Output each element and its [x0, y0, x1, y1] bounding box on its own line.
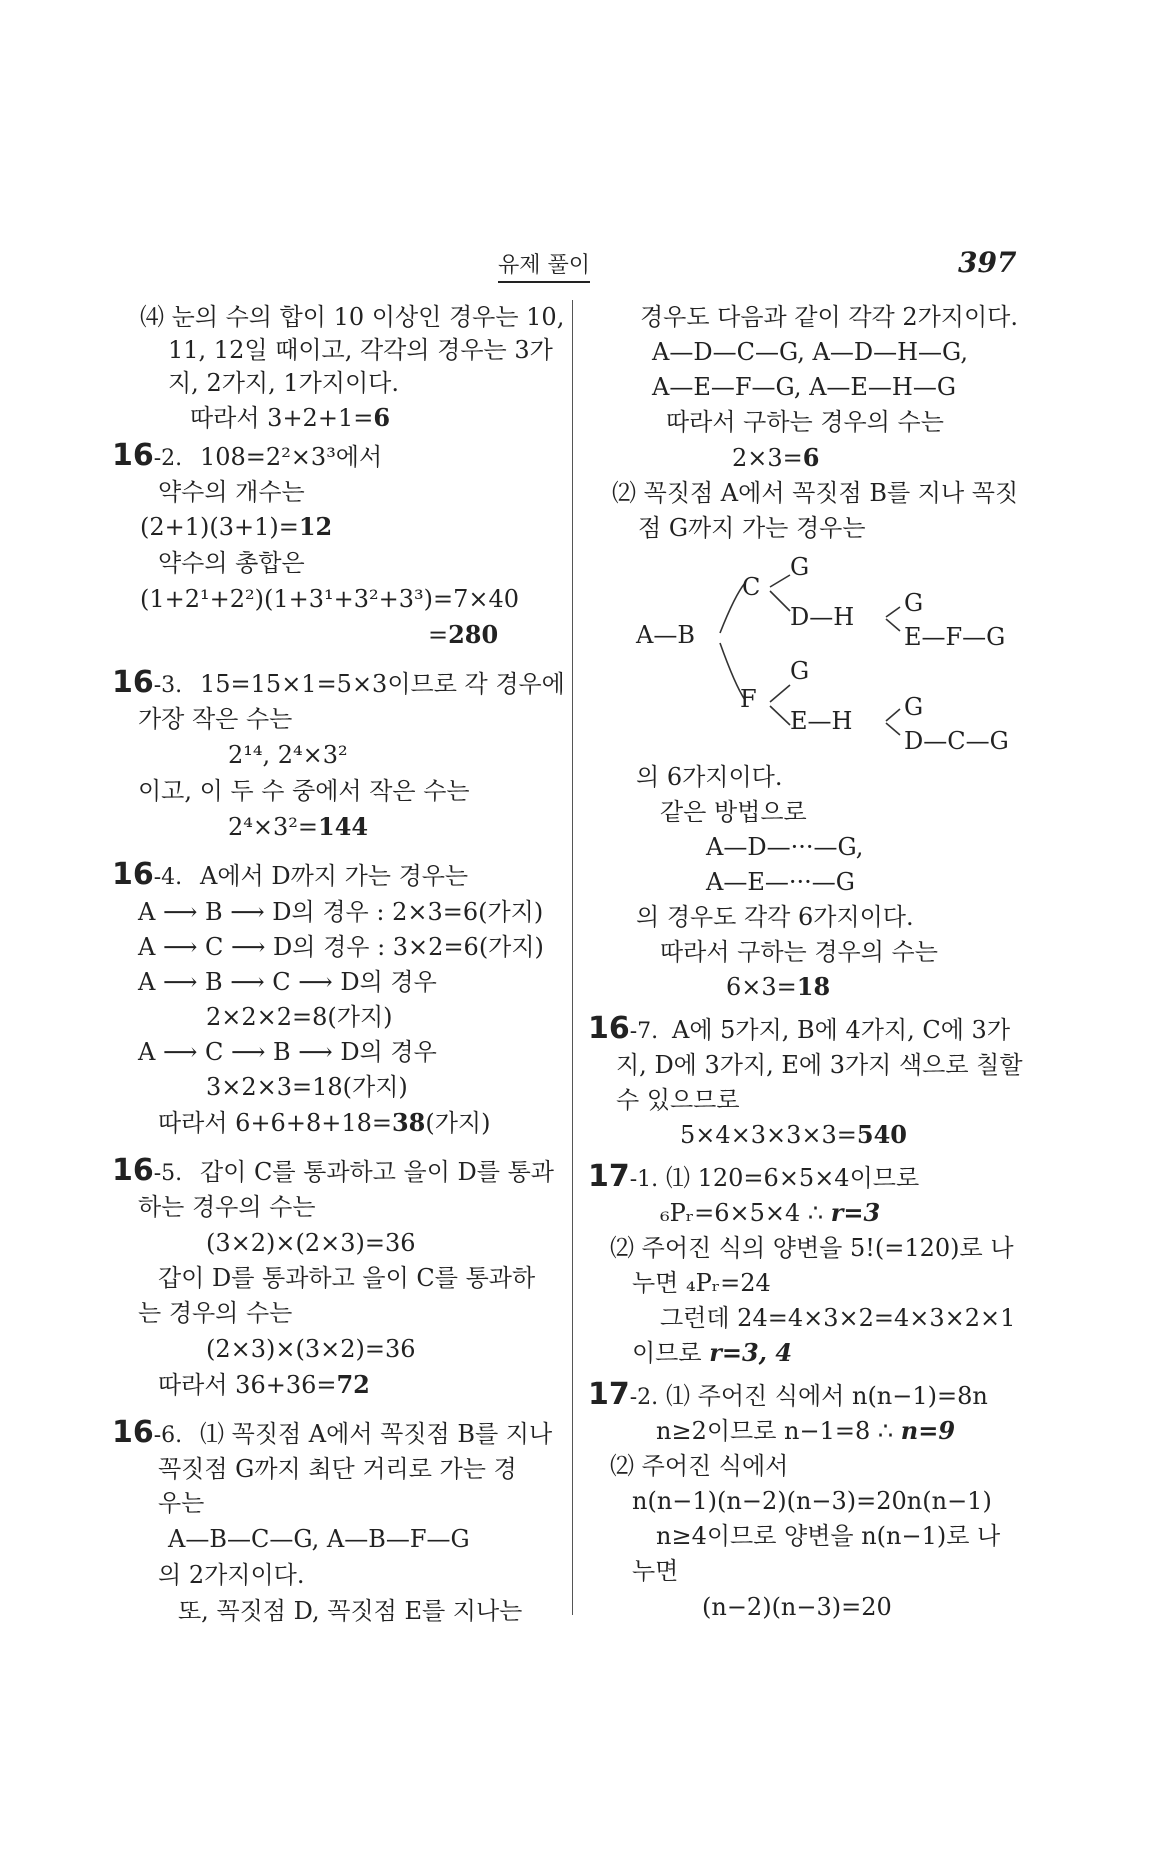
text-line: 꼭짓점 G까지 최단 거리로 가는 경 — [158, 1455, 517, 1483]
text-line: A—E—F—G, A—E—H—G — [652, 373, 957, 401]
text-line: 갑이 C를 통과하고 을이 D를 통과 — [200, 1158, 554, 1186]
text-line: A ⟶ B ⟶ D의 경우 : 2×3=6(가지) — [138, 898, 544, 926]
tree-root: A—B — [636, 621, 695, 649]
text-line: 갑이 D를 통과하고 을이 C를 통과하 — [158, 1264, 536, 1292]
page-number: 397 — [958, 246, 1017, 279]
text-line: 11, 12일 때이고, 각각의 경우는 3가 — [168, 336, 553, 364]
branch-h-g — [886, 607, 900, 617]
text-line: ⑷ 눈의 수의 합이 10 이상인 경우는 10, — [140, 303, 565, 331]
problem-number-16-2: 16-2. — [112, 438, 183, 473]
text-line: 수 있으므로 — [616, 1086, 740, 1114]
text-line: 이고, 이 두 수 중에서 작은 수는 — [138, 777, 470, 805]
answer-line: 이므로 r=3, 4 — [632, 1338, 793, 1367]
text-line: 경우도 다음과 같이 각각 2가지이다. — [640, 303, 1018, 331]
branch-f-g — [770, 685, 790, 702]
answer-line: 2×3=6 — [732, 443, 820, 472]
text-line: A ⟶ C ⟶ D의 경우 : 3×2=6(가지) — [138, 933, 544, 961]
text-line: 3×2×3=18(가지) — [206, 1073, 408, 1101]
tree-node-g: G — [790, 553, 810, 581]
answer-line: 6×3=18 — [726, 972, 831, 1001]
text-line: ⑵ 주어진 식에서 — [610, 1452, 789, 1480]
text-line: 따라서 구하는 경우의 수는 — [666, 408, 944, 436]
answer-line: n≥2이므로 n−1=8 ∴ n=9 — [656, 1416, 956, 1445]
text-line: (3×2)×(2×3)=36 — [206, 1229, 416, 1257]
text-line: 2×2×2=8(가지) — [206, 1003, 393, 1031]
text-line: 의 6가지이다. — [636, 763, 783, 791]
branch-c-g — [770, 575, 790, 587]
text-line: 약수의 개수는 — [158, 478, 305, 506]
page-header-title: 유제 풀이 — [498, 248, 590, 283]
answer-line: (2+1)(3+1)=12 — [140, 512, 333, 541]
text-line: 108=2²×3³에서 — [200, 443, 383, 471]
text-line: 약수의 총합은 — [158, 549, 305, 577]
tree-node-c: C — [742, 573, 761, 601]
tree-node-g: G — [904, 693, 924, 721]
tree-node-f: F — [740, 685, 757, 713]
text-line: 는 경우의 수는 — [138, 1299, 293, 1327]
text-line: n(n−1)(n−2)(n−3)=20n(n−1) — [632, 1487, 992, 1515]
tree-node-g: G — [790, 657, 810, 685]
answer-line: 따라서 6+6+8+18=38(가지) — [158, 1108, 491, 1137]
column-divider — [572, 300, 573, 1615]
tree-node-dcg: D—C—G — [904, 727, 1009, 755]
text-line: 또, 꼭짓점 D, 꼭짓점 E를 지나는 — [178, 1597, 523, 1625]
answer-line: ₆Pᵣ=6×5×4 ∴ r=3 — [660, 1198, 881, 1227]
problem-number-17-2: 17-2. — [588, 1377, 659, 1412]
answer-line: =280 — [428, 620, 499, 649]
text-line: 따라서 구하는 경우의 수는 — [660, 938, 938, 966]
text-line: ⑵ 주어진 식의 양변을 5!(=120)로 나 — [610, 1234, 1014, 1262]
text-line: 가장 작은 수는 — [138, 705, 293, 733]
text-line: ⑴ 120=6×5×4이므로 — [666, 1164, 920, 1192]
problem-number-16-6: 16-6. — [112, 1415, 183, 1450]
problem-number-16-7: 16-7. — [588, 1011, 659, 1046]
text-line: (1+2¹+2²)(1+3¹+3²+3³)=7×40 — [140, 585, 520, 613]
text-line: ⑴ 꼭짓점 A에서 꼭짓점 B를 지나 — [200, 1420, 553, 1448]
answer-line: 2⁴×3²=144 — [228, 812, 369, 841]
text-line: n≥4이므로 양변을 n(n−1)로 나 — [656, 1522, 1001, 1550]
problem-number-16-3: 16-3. — [112, 665, 183, 700]
text-line: 같은 방법으로 — [660, 798, 807, 826]
text-line: 15=15×1=5×3이므로 각 경우에 — [200, 670, 565, 698]
text-line: ⑵ 꼭짓점 A에서 꼭짓점 B를 지나 꼭짓 — [612, 479, 1019, 507]
branch-f-eh — [770, 706, 790, 725]
tree-node-efg: E—F—G — [904, 623, 1006, 651]
problem-number-17-1: 17-1. — [588, 1159, 659, 1194]
text-line: 의 2가지이다. — [158, 1561, 305, 1589]
text-line: A—B—C—G, A—B—F—G — [168, 1525, 470, 1553]
text-line: A에 5가지, B에 4가지, C에 3가 — [672, 1016, 1011, 1044]
answer-line: 따라서 3+2+1=6 — [190, 403, 391, 432]
text-line: 누면 — [632, 1557, 679, 1585]
text-line: 의 경우도 각각 6가지이다. — [636, 903, 914, 931]
text-line: 우는 — [158, 1489, 205, 1517]
branch-h-efg — [886, 619, 900, 631]
branch-h-g2 — [886, 709, 900, 721]
text-line: 2¹⁴, 2⁴×3² — [228, 741, 348, 769]
text-line: 그런데 24=4×3×2=4×3×2×1 — [660, 1304, 1016, 1332]
text-line: A ⟶ B ⟶ C ⟶ D의 경우 — [138, 968, 437, 996]
text-line: A—D—···—G, — [706, 833, 864, 861]
text-line: (2×3)×(3×2)=36 — [206, 1335, 416, 1363]
text-line: A—D—C—G, A—D—H—G, — [652, 338, 968, 366]
text-line: (n−2)(n−3)=20 — [702, 1593, 892, 1621]
answer-line: 따라서 36+36=72 — [158, 1370, 370, 1399]
text-line: A에서 D까지 가는 경우는 — [200, 862, 469, 890]
text-line: 지, 2가지, 1가지이다. — [168, 369, 399, 397]
tree-node-eh: E—H — [790, 707, 853, 735]
text-line: 지, D에 3가지, E에 3가지 색으로 칠할 — [616, 1051, 1023, 1079]
text-line: A—E—···—G — [706, 868, 855, 896]
problem-number-16-5: 16-5. — [112, 1153, 183, 1188]
text-line: 점 G까지 가는 경우는 — [638, 514, 866, 542]
branch-c-dh — [770, 591, 790, 611]
answer-line: 5×4×3×3×3=540 — [680, 1120, 908, 1149]
problem-number-16-4: 16-4. — [112, 857, 183, 892]
text-line: A ⟶ C ⟶ B ⟶ D의 경우 — [138, 1038, 437, 1066]
text-line: 누면 ₄Pᵣ=24 — [632, 1269, 771, 1297]
branch-h-dcg — [886, 723, 900, 735]
tree-node-dh: D—H — [790, 603, 855, 631]
text-line: ⑴ 주어진 식에서 n(n−1)=8n — [666, 1382, 988, 1410]
text-line: 하는 경우의 수는 — [138, 1193, 316, 1221]
tree-node-g: G — [904, 589, 924, 617]
